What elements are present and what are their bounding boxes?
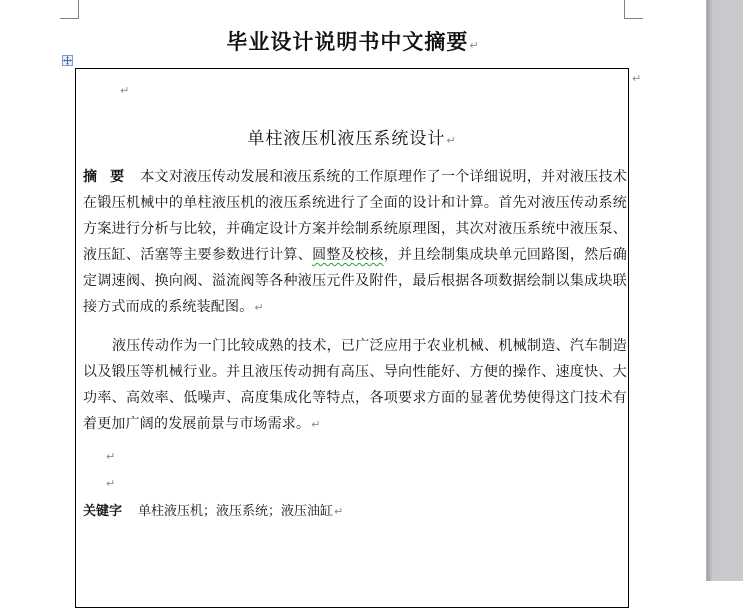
page-corner-mark-right bbox=[624, 0, 643, 19]
body-paragraph: 液压传动作为一门比较成熟的技术，已广泛应用于农业机械、机械制造、汽车制造以及锻压等机械行业。并且液压传动拥有高压、导向性能好、方便的操作、速度快、大功率、高效率、低噪声、高度集成化等特点，各项要求方面的显著优势使得这门技术有着更加广阔的发展前景与市场需求。↵ bbox=[83, 338, 627, 432]
thesis-subtitle: 单柱液压机液压系统设计↵ bbox=[247, 129, 457, 149]
abstract-label: 摘 要 bbox=[83, 169, 129, 185]
paragraph-mark: ↵ bbox=[120, 84, 130, 97]
paragraph-mark: ↵ bbox=[469, 39, 480, 52]
abstract-paragraph: 摘 要 本文对液压传动发展和液压系统的工作原理作了一个详细说明，并对液压技术在锻压机械中的单柱液压机的液压系统进行了全面的设计和计算。首先对液压传动系统方案进行分析与比较，并确定设计方案并绘制系统原理图，其次对液压系统中液压泵、液压缸、活塞等主要参数进行计算、圆整及校核，并且绘制集成块单元回路图，然后确定调速阀、换向阀、溢流阀等各种液压元件及附件，最后根据各项数据绘制以集成块联接方式而成的系统装配图。↵ bbox=[83, 169, 628, 315]
paragraph-mark: ↵ bbox=[334, 505, 344, 518]
paragraph-mark: ↵ bbox=[311, 418, 321, 431]
table-move-handle-icon[interactable] bbox=[62, 55, 73, 66]
document-title: 毕业设计说明书中文摘要↵ bbox=[226, 29, 480, 54]
keywords-line bbox=[83, 500, 343, 524]
paragraph-mark: ↵ bbox=[106, 477, 116, 490]
keywords-label: 关键字 bbox=[83, 504, 123, 519]
end-of-cell-mark: ↵ bbox=[632, 72, 642, 85]
paragraph-mark: ↵ bbox=[254, 301, 264, 314]
keywords-text: 单柱液压机；液压系统；液压油缸 bbox=[138, 504, 334, 519]
paragraph-mark: ↵ bbox=[446, 134, 457, 147]
grammar-flag-text[interactable]: 圆整及校核 bbox=[312, 247, 384, 263]
paragraph-mark: ↵ bbox=[106, 450, 116, 463]
page-corner-mark-left bbox=[60, 0, 79, 19]
scroll-gutter bbox=[706, 0, 743, 581]
